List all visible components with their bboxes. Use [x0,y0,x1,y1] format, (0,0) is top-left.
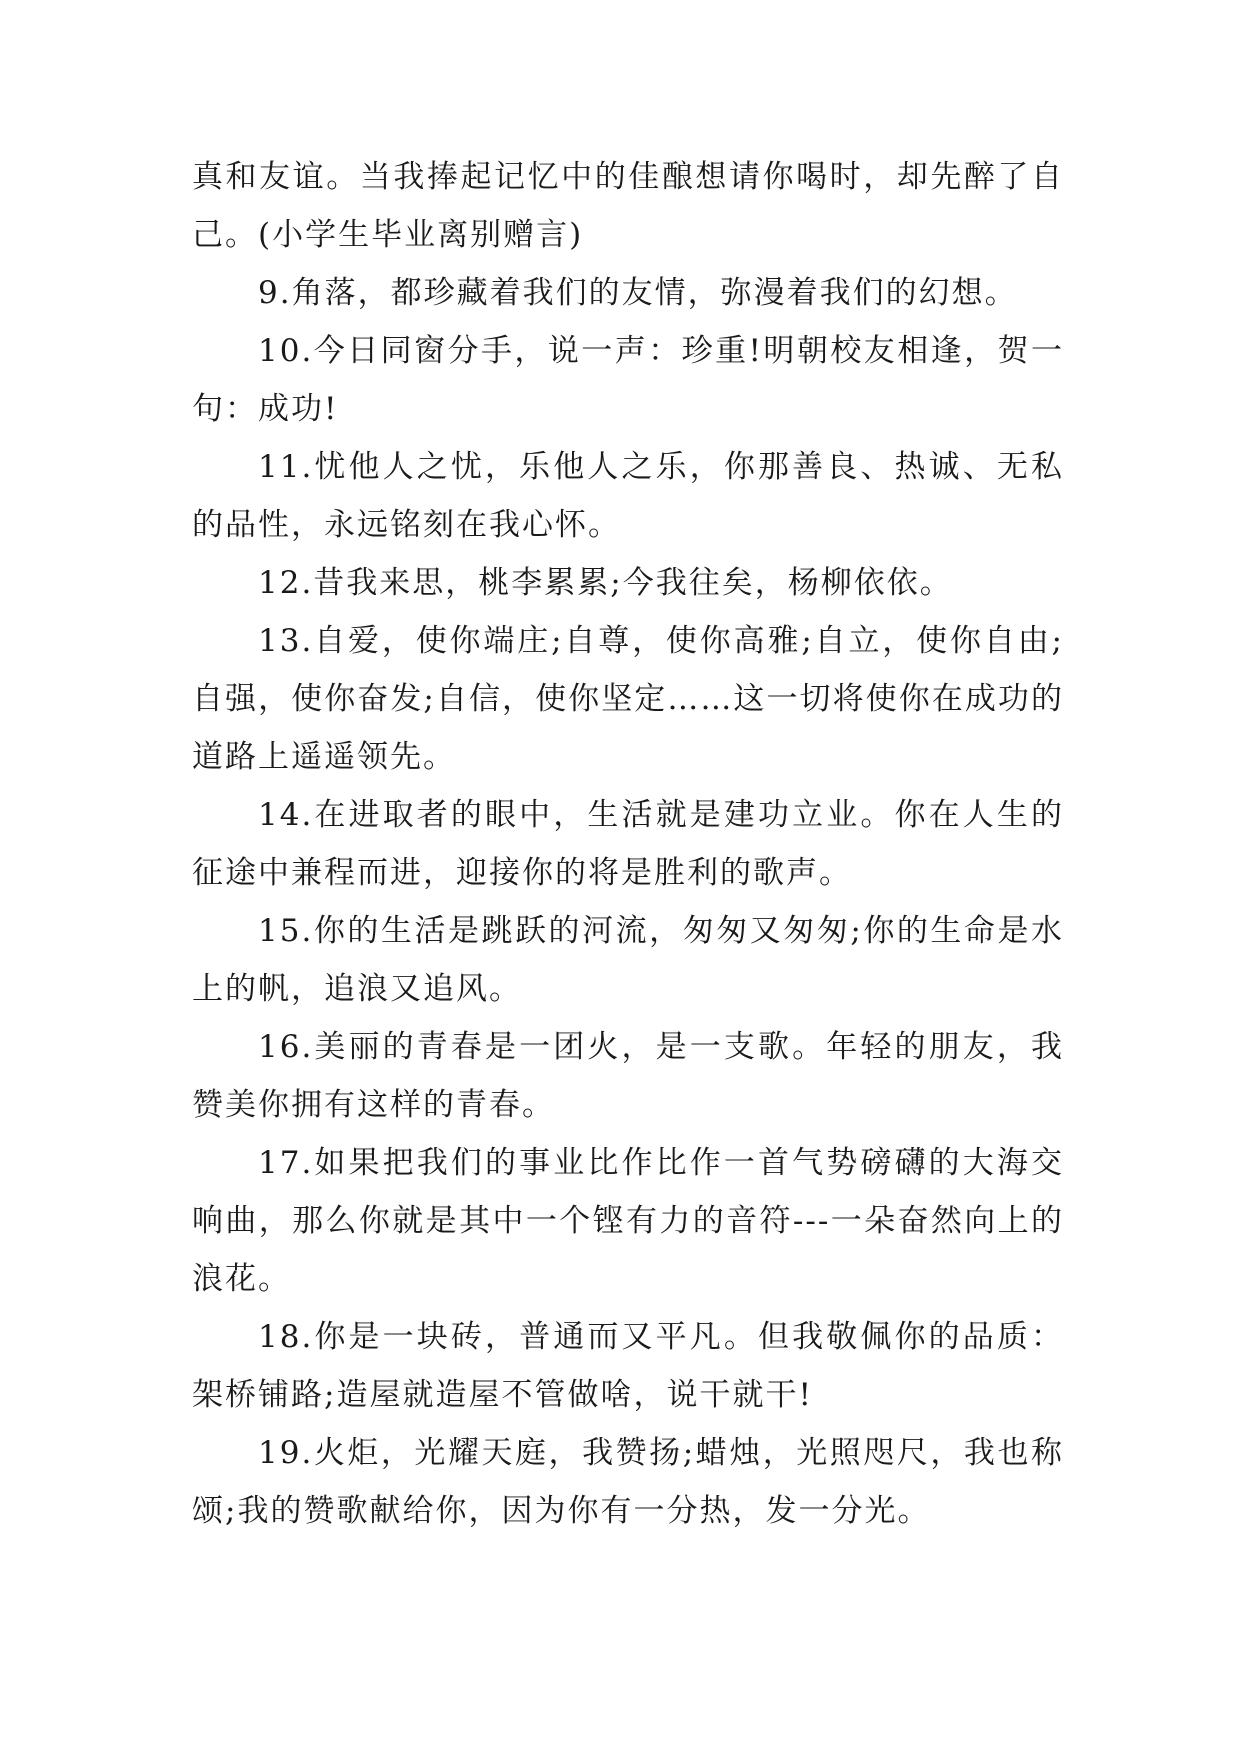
paragraph-item-18: 18.你是一块砖，普通而又平凡。但我敬佩你的品质：架桥铺路;造屋就造屋不管做啥，说干就干! [192,1319,1064,1413]
paragraph-item-13: 13.自爱，使你端庄;自尊，使你高雅;自立，使你自由;自强，使你奋发;自信，使你坚定……这一切将使你在成功的道路上遥遥领先。 [192,623,1064,775]
paragraph-continued: 真和友谊。当我捧起记忆中的佳酿想请你喝时，却先醉了自己。(小学生毕业离别赠言) [192,159,1064,253]
paragraph-item-12: 12.昔我来思，桃李累累;今我往矣，杨柳依依。 [258,565,953,601]
document-body [192,148,1064,1540]
paragraph-item-9: 9.角落，都珍藏着我们的友情，弥漫着我们的幻想。 [258,275,1018,311]
paragraph-item-10: 10.今日同窗分手，说一声：珍重!明朝校友相逢，贺一句：成功! [192,333,1064,427]
paragraph-item-19: 19.火炬，光耀天庭，我赞扬;蜡烛，光照咫尺，我也称颂;我的赞歌献给你，因为你有一分热，发一分光。 [192,1435,1064,1529]
paragraph-item-17: 17.如果把我们的事业比作比作一首气势磅礴的大海交响曲，那么你就是其中一个铿有力的音符---一朵奋然向上的浪花。 [192,1145,1064,1297]
paragraph-item-14: 14.在进取者的眼中，生活就是建功立业。你在人生的征途中兼程而进，迎接你的将是胜利的歌声。 [192,797,1064,891]
paragraph-item-15: 15.你的生活是跳跃的河流，匆匆又匆匆;你的生命是水上的帆，追浪又追风。 [192,913,1064,1007]
paragraph-item-16: 16.美丽的青春是一团火，是一支歌。年轻的朋友，我赞美你拥有这样的青春。 [192,1029,1064,1123]
paragraph-item-11: 11.忧他人之忧，乐他人之乐，你那善良、热诚、无私的品性，永远铭刻在我心怀。 [192,449,1064,543]
